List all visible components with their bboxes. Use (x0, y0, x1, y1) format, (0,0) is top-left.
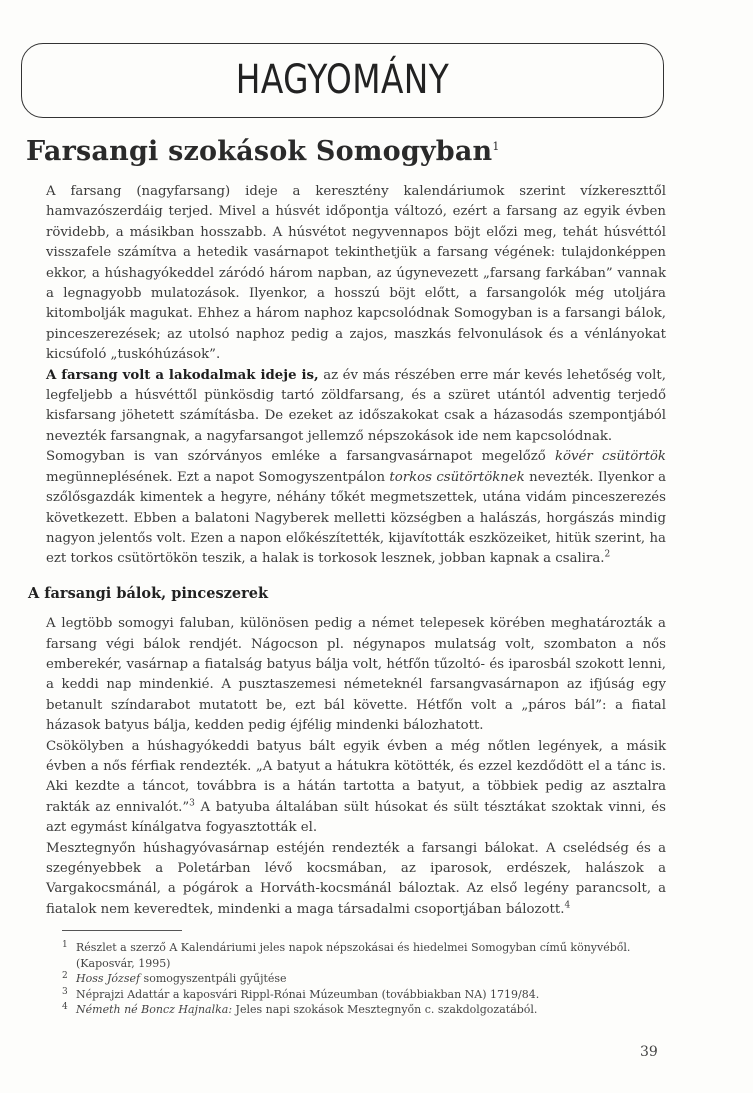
page-number: 39 (640, 1044, 658, 1060)
title-footnote-mark: 1 (492, 140, 500, 153)
paragraph: Mesztegnyőn húshagyóvasárnap estéjén rendezték a farsangi bálokat. A cselédség és a szegényebbek a Poletárban lévő kocsmában, az iparosok, erdészek, halászok a Vargakocsmánál, a pógárok a Horváth-kocsmánál báloztak. Az első legény parancsolt, a fiatalok nem keveredtek, mindenki a maga társadalmi csoportjában bálozott.$^4$ (46, 840, 666, 917)
paragraph: A farsang (nagyfarsang) ideje a keresztény kalendáriumok szerint vízkereszttől hamvazószerdáig terjed. Mivel a húsvét időpontja változó, ezért a farsang az egyik évben rövidebb, a másikban hosszabb. A húsvétot negyvennapos böjt előzi meg, tehát húsvéttól visszafele számítva a hetedik vasárnapot tekinthetjük a farsang végének: tulajdonképpen ekkor, a húshagyókeddel záródó három napban, az úgynevezett „farsang farkában” vannak a legnagyobb mulatozások. Ilyenkor, a hosszú böjt előtt, a farsangolók még utoljára kitombolják magukat. Ehhez a három naphoz kapcsolódnak Somogyban is a farsangi bálok, pinceszerezések; az utolsó naphoz pedig a zajos, maszkás felvonulások és a vénlányokat kicsúfoló „tuskóhúzások”. (46, 184, 666, 363)
footnote-mark: 2 (604, 549, 611, 560)
article-body (28, 182, 666, 920)
paragraph: Csökölyben a húshagyókeddi batyus bált egyik évben a még nőtlen legények, a másik évben a nős férfiak rendezték. „A batyut a hátukra kötötték, és ezzel kezdődött el a tánc is. Aki kezdte a táncot, továbbra is a hátán tartotta a batyut, a többiek pedig az asztalra rakták az ennivalót.”$^3$ A batyuba általában sült húsokat és sült tésztákat szoktak vinni, és azt egymást kínálgatva fogyasztották el. (46, 738, 666, 836)
paragraph: A legtöbb somogyi faluban, különösen pedig a német telepesek körében meghatározták a farsang végi bálok rendjét. Nágocson pl. négynapos mulatság volt, szombaton a nős emberekér, vasárnap a fiatalság batyus bálja volt, hétfőn tűzoltó- és iparosbál szokott lenni, a keddi nap mindenkié. A pusztaszemesi németeknél farsangvasárnapon az ifjúság egy betanult színdarabot mutatott be, ezt bál követte. Hétfőn volt a „páros bál”: a fiatal házasok batyus bálja, kedden pedig éjfélig mindenki bálozhatott. (46, 616, 666, 734)
footnote-item: 4 Németh né Boncz Hajnalka: Jeles napi szokások Mesztegnyőn c. szakdolgozatából. (62, 1002, 538, 1017)
section-banner (21, 43, 664, 118)
paragraph: A farsang volt a lakodalmak ideje is, az év más részében erre már kevés lehetőség volt, legfeljebb a húsvéttől pünkösdig tartó zöldfarsang, és a szüret utántól adventig terjedő kisfarsang jöhetett számításba. De ezeket az időszakokat csak a házasodás szempontjából nevezték farsangnak, a nagyfarsangot jellemző népszokások ide nem kapcsolódnak. (46, 367, 666, 444)
paragraph-lead: A farsang volt a lakodalmak ideje is, (46, 367, 319, 383)
footnote-item: 3 Néprajzi Adattár a kaposvári Rippl-Rónai Múzeumban (továbbiakban NA) 1719/84. (62, 986, 540, 1001)
footnote-divider (62, 930, 182, 931)
footnote-item: 2 Hoss József somogyszentpáli gyűjtése (62, 971, 287, 986)
section-label: HAGYOMÁNY (235, 57, 450, 103)
section-heading: A farsangi bálok, pinceszerek (28, 584, 269, 602)
footnote-mark: 4 (564, 900, 571, 911)
article-title: Farsangi szokások Somogyban$^1$ (26, 136, 500, 167)
paragraph: Somogyban is van szórványos emléke a farsangvasárnapot megelőző kövér csütörtök megünneplésének. Ezt a napot Somogyszentpálon torkos csütörtöknek nevezték. Ilyenkor a szőlősgazdák kimentek a hegyre, néhány tőkét megmetszettek, utána vidám pinceszerezés következett. Ebben a balatoni Nagyberek melletti községben a halászás, horgászás mindig nagyon jelentős volt. Ezen a napon előkészítették, kijavították eszközeiket, hitük szerint, ha ezt torkos csütörtökön teszik, a halak is torkosok lesznek, jobban kapnak a csalira.$^2$ (46, 449, 666, 567)
footnote-mark: 3 (189, 798, 195, 809)
footnote-item: 1 Részlet a szerző A Kalendáriumi jeles napok népszokásai és hiedelmei Somogyban című könyvéből. (Kaposvár, 1995) (62, 940, 631, 970)
footnotes (62, 940, 668, 1018)
